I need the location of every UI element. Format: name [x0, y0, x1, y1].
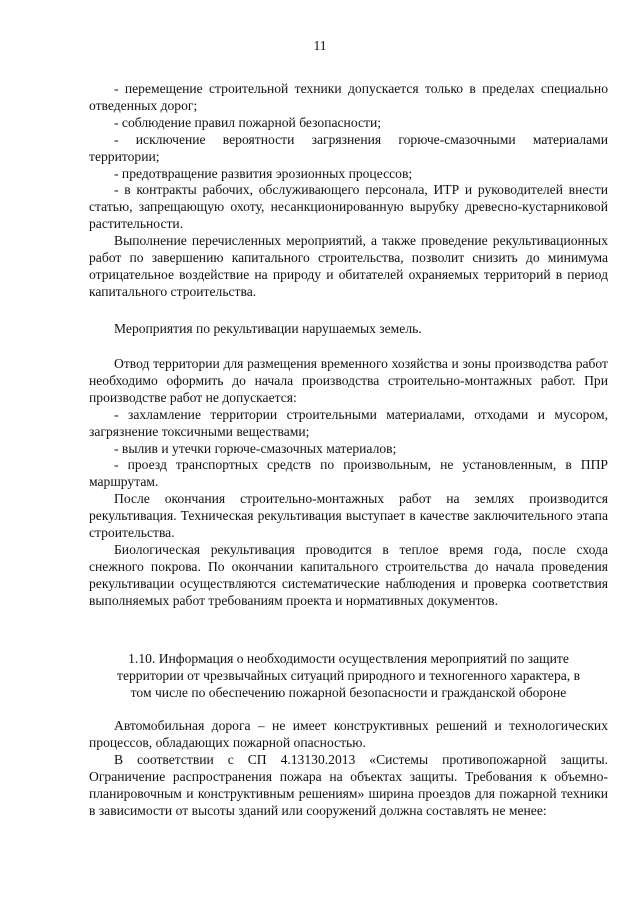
- paragraph: Отвод территории для размещения временного хозяйства и зоны производства работ необходимо оформить до начала производства строительно-монтажных работ. При производстве работ не допускается:: [89, 356, 608, 405]
- section-heading-line: территории от чрезвычайных ситуаций природного и техногенного характера, в: [117, 667, 580, 683]
- paragraph: Биологическая рекультивация проводится в теплое время года, после схода снежного покрова. По окончании капитального строительства до начала проведения рекультивации осуществляются систематические наблюдения и проверка соответствия выполняемых работ требованиям проекта и нормативных документов.: [89, 541, 608, 608]
- list-item: - перемещение строительной техники допускается только в пределах специально отведенных дорог;: [89, 81, 608, 113]
- measures-list: [89, 81, 608, 301]
- section-heading: [89, 651, 608, 702]
- paragraph: В соответствии с СП 4.13130.2013 «Системы противопожарной защиты. Ограничение распространения пожара на объектах защиты. Требования к объемно-планировочным и конструктивным решениям» ширина проездов для пожарной техники в зависимости от высоты зданий или сооружений должна составлять не менее:: [89, 751, 608, 818]
- subheading-text: Мероприятия по рекультивации нарушаемых земель.: [114, 321, 422, 336]
- list-item: - предотвращение развития эрозионных процессов;: [114, 165, 413, 181]
- list-item: - в контракты рабочих, обслуживающего персонала, ИТР и руководителей внести статью, запрещающую охоту, несанкционированную вырубку древесно-кустарниковой растительности.: [89, 182, 608, 232]
- subheading: [89, 321, 608, 338]
- paragraph: Выполнение перечисленных мероприятий, а также проведение рекультивационных работ по завершению капитального строительства, позволит снизить до минимума отрицательное воздействие на природу и обитателей охраняемых территорий в период капитального строительства.: [89, 233, 608, 299]
- list-item: - исключение вероятности загрязнения горюче-смазочными материалами территории;: [89, 131, 608, 164]
- list-item: - соблюдение правил пожарной безопасности;: [114, 114, 381, 130]
- section-heading-line: 1.10. Информация о необходимости осуществления мероприятий по защите: [128, 651, 569, 666]
- section-heading-line: том числе по обеспечению пожарной безопасности и гражданской обороне: [130, 684, 567, 700]
- list-item: - вылив и утечки горюче-смазочных материалов;: [114, 440, 397, 456]
- fire-safety-section: [89, 718, 608, 819]
- reclamation-section: [89, 356, 608, 610]
- list-item: - проезд транспортных средств по произвольным, не установленным, в ППР маршрутам.: [89, 457, 608, 490]
- page-number: 11: [313, 38, 327, 53]
- paragraph: После окончания строительно-монтажных работ на землях производится рекультивация. Техническая рекультивация выступает в качестве заключительного этапа строительства.: [89, 491, 608, 541]
- paragraph: Автомобильная дорога – не имеет конструктивных решений и технологических процессов, обладающих пожарной опасностью.: [89, 718, 608, 750]
- list-item: - захламление территории строительными материалами, отходами и мусором, загрязнение токсичными веществами;: [89, 406, 608, 439]
